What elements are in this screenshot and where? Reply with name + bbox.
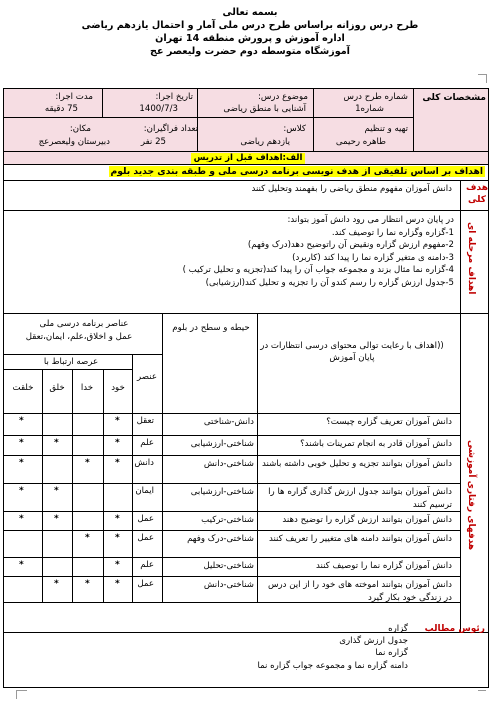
element-column-header: عنصر: [137, 372, 157, 382]
stage-goal-item: 5-جدول ارزش گزاره را رسم کندو آن را تجزیه و تحلیل کند(ارزشیابی): [205, 277, 454, 288]
bloom-level: دانش-شناختی: [203, 417, 254, 427]
behavioral-goal-text: دانش آموزان قادر به انجام تمرینات باشند؟: [300, 439, 452, 449]
bloom-level: شناختی-درک وفهم: [187, 534, 254, 544]
stage-goals-intro: در پایان درس انتظار می رود دانش آموز بتواند:: [287, 215, 454, 225]
element-value: تعقل: [136, 416, 154, 426]
heading-item: گزاره نما: [375, 648, 408, 659]
arena-mark: *: [115, 579, 120, 589]
row-separator: [3, 530, 460, 531]
bloom-level: شناختی-دانش: [203, 580, 254, 590]
stage-goal-item: 1-گزاره وگزاره نما را توصیف کند.: [331, 227, 454, 238]
bloom-level: شناختی-ترکیب: [201, 515, 254, 525]
arena-mark: *: [115, 438, 120, 448]
behavioral-goal-text: دانش آموزان بتوانند اموخته های خود را از این درس در زندگی خود بکار گیرد: [268, 580, 452, 603]
heading-item: جدول ارزش گذاری: [339, 636, 408, 647]
row-separator: [3, 511, 460, 512]
corner-mark: [478, 74, 487, 83]
document-header: [60, 6, 440, 58]
arena-people: خلق: [49, 383, 65, 393]
element-value: علم: [140, 438, 154, 448]
general-info-title: مشخصات کلی: [422, 93, 486, 103]
arena-mark: *: [115, 560, 120, 570]
duration-label: مدت اجرا:: [55, 92, 93, 102]
arena-mark: *: [19, 514, 24, 524]
arena-creation: خلقت: [12, 383, 34, 393]
general-goal-label: هدف کلی: [466, 183, 488, 205]
bloom-level: شناختی-تحلیل: [203, 561, 254, 571]
arena-mark: *: [54, 579, 59, 589]
place-value: دبیرستان ولیعصرعج: [38, 137, 110, 147]
stage-goal-item: 2-مفهوم ارزش گزاره ونقیض آن راتوضیح دهد(درک وفهم): [247, 240, 454, 250]
arena-mark: *: [85, 579, 90, 589]
heading-item: گزاره: [388, 624, 408, 634]
topic-label: موضوع درس:: [257, 92, 308, 102]
place-label: مکان:: [69, 124, 91, 134]
date-label: تاریخ اجرا:: [155, 92, 193, 102]
corner-mark: [16, 690, 27, 699]
header-line-2: اداره آموزش و پرورش منطقه 14 تهران: [155, 33, 345, 44]
behavioral-goal-text: دانش آموزان بتوانند جدول ارزش گذاری گزاره ها را ترسیم کنند: [268, 487, 452, 510]
author-value: طاهره رحیمی: [335, 137, 386, 147]
stage-goal-item: 3-دامنه ی متغیر گزاره نما را پیدا کند (کاربرد): [292, 252, 454, 263]
headings-list: [257, 623, 408, 672]
arena-mark: *: [54, 438, 59, 448]
arena-mark: *: [115, 514, 120, 524]
behavioral-goal-text: دانش آموزان بتوانند تجزیه و تحلیل خوبی داشته باشند: [262, 459, 452, 469]
header-line-1: طرح درس روزانه براساس طرح درس ملی آمار و احتمال یازدهم ریاضی: [81, 20, 419, 31]
basmala: بسمه تعالی: [222, 7, 278, 18]
row-separator: [3, 557, 460, 558]
headings-label: رئوس مطالب: [424, 624, 485, 634]
behavioral-goal-text: دانش آموزان گزاره نما را توصیف کنند: [315, 561, 452, 571]
behavioral-goal-text: دانش آموزان بتوانند ارزش گزاره را توضیح دهند: [282, 515, 452, 525]
goals-column-header: ((اهداف با رعایت توالی محتوای درسی انتظارات در پایان آموزش: [260, 341, 444, 363]
class-label: کلاس:: [283, 124, 306, 134]
stage-goals-list: [183, 214, 454, 289]
arena-mark: *: [115, 458, 120, 468]
behavioral-goal-text: دانش آموزان تعریف گزاره چیست؟: [326, 417, 452, 427]
plan-number-value: شماره1: [355, 104, 384, 114]
arena-mark: *: [115, 416, 120, 426]
row-separator: [3, 435, 460, 436]
learners-value: 25 نفر: [140, 137, 166, 147]
arena-mark: *: [19, 560, 24, 570]
heading-item: دامنه گزاره نما و مجموعه جواب گزاره نما: [257, 660, 408, 671]
general-goal-text: دانش آموزان مفهوم منطق ریاضی را بفهمند وتحلیل کنند: [251, 184, 452, 194]
arena-mark: *: [19, 438, 24, 448]
element-value: عمل: [137, 514, 154, 524]
element-value: ایمان: [135, 486, 154, 496]
arena-self: خود: [111, 383, 125, 393]
arena-mark: *: [19, 486, 24, 496]
element-value: علم: [140, 560, 154, 570]
elements-column-subtitle: عمل و اخلاق،علم، ایمان،تعقل: [25, 332, 133, 342]
class-value: یازدهم ریاضی: [240, 137, 290, 147]
arena-mark: *: [19, 416, 24, 426]
row-separator: [3, 455, 460, 456]
arena-mark: *: [19, 458, 24, 468]
element-value: دانش: [134, 458, 154, 468]
topic-value: آشنایی با منطق ریاضی: [223, 104, 306, 114]
arena-mark: *: [85, 458, 90, 468]
date-value: 1400/7/3: [139, 104, 178, 114]
objectives-basis-note: اهداف بر اساس تلفیقی از هدف نویسی برنامه درسی ملی و طبقه بندی جدید بلوم: [110, 166, 483, 177]
behavioral-goals-label: هدفهای رفتاری آموزشی: [466, 440, 476, 551]
learners-label: تعداد فراگیران:: [143, 124, 198, 134]
stage-goals-label: اهداف مرحله ای: [466, 222, 476, 295]
duration-value: 75 دقیقه: [44, 104, 78, 114]
stage-goal-item: 4-گزاره نما مثال بزند و مجموعه جواب آن را پیدا کند(تجزیه و تحلیل ترکیب ): [182, 265, 454, 275]
behavioral-goal-text: دانش آموزان بتوانند دامنه های متغییر را تعریف کنند: [268, 534, 452, 544]
bloom-level: شناختی-دانش: [203, 459, 254, 469]
arena-god: خدا: [80, 383, 94, 393]
element-value: عمل: [137, 579, 154, 589]
header-line-3: آموزشگاه متوسطه دوم حضرت ولیعصر عج: [150, 46, 350, 57]
plan-number-label: شماره طرح درس: [343, 92, 408, 102]
row-separator: [3, 576, 460, 577]
elements-column-title: عناصر برنامه درسی ملی: [39, 319, 129, 329]
arena-mark: *: [115, 533, 120, 543]
corner-mark: [478, 690, 486, 699]
arenas-column-header: عرصه ارتباط با: [43, 357, 99, 367]
bloom-level: شناختی-ارزشیابی: [190, 439, 254, 449]
section-a-title: الف:اهداف قبل از تدریس: [0, 153, 496, 164]
arena-mark: *: [85, 533, 90, 543]
bloom-level: شناختی-ارزشیابی: [190, 487, 254, 497]
arena-mark: *: [54, 486, 59, 496]
element-value: عمل: [137, 533, 154, 543]
arena-mark: *: [54, 514, 59, 524]
bloom-column-header: حیطه و سطح در بلوم: [172, 323, 250, 333]
author-label: تهیه و تنظیم: [364, 124, 408, 134]
row-separator: [3, 483, 460, 484]
